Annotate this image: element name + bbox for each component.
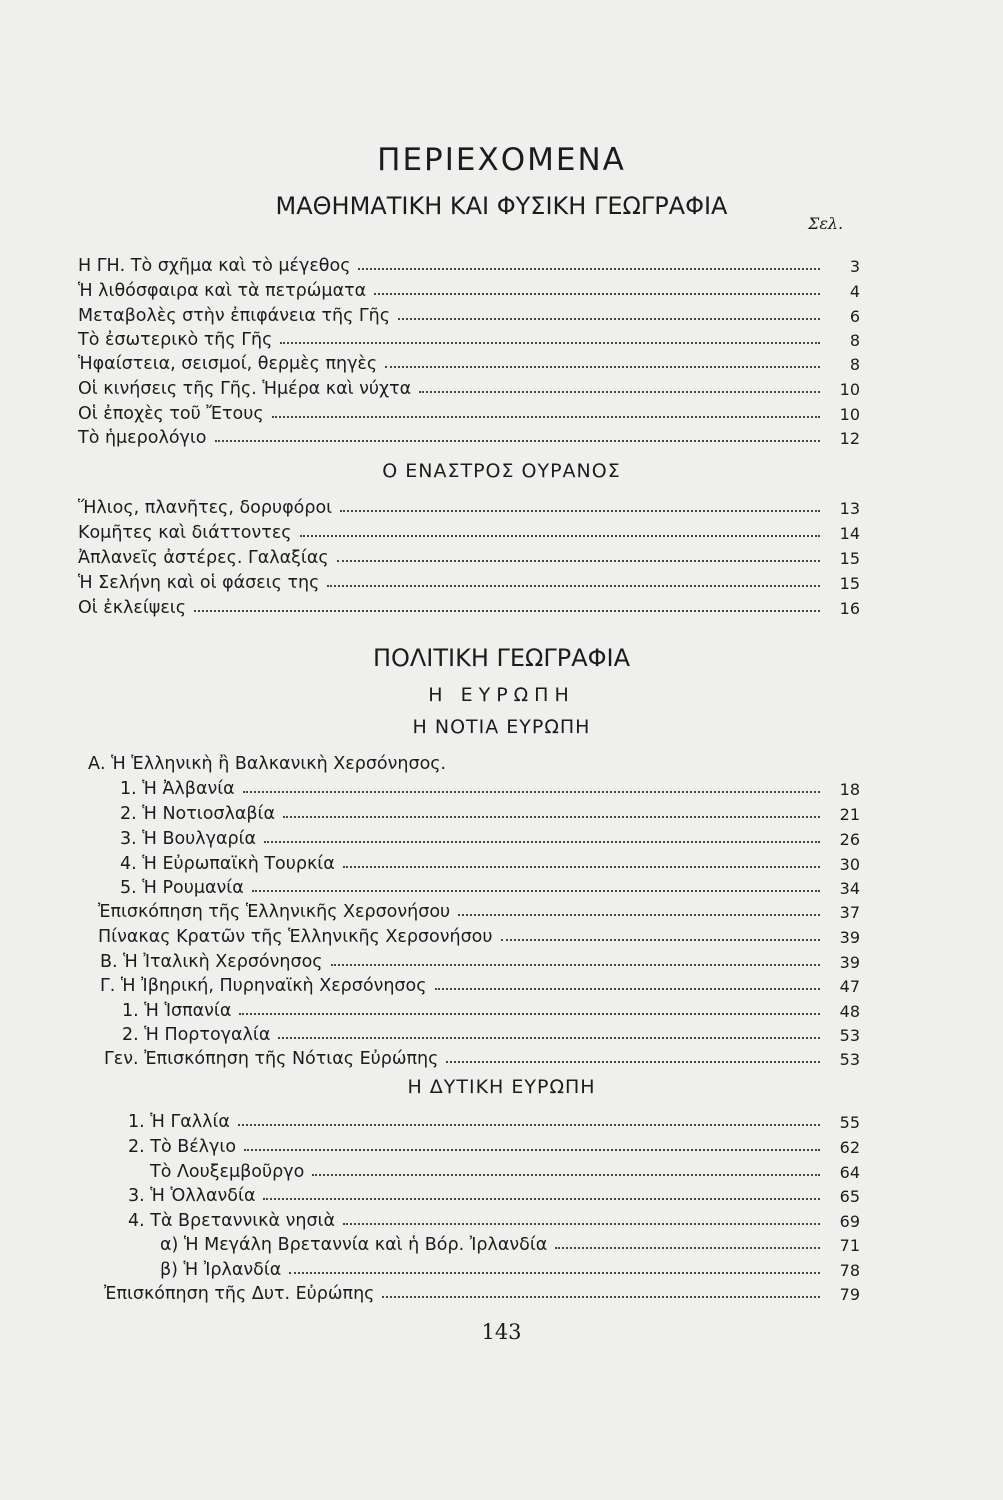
toc-entry: Μεταβολὲς στὴν ἐπιφάνεια τῆς Γῆς 6 (78, 306, 860, 326)
toc-entry: 3. Ἡ Βουλγαρία 26 (120, 829, 860, 849)
toc-entry: 1. Ἡ Ἱσπανία 48 (122, 1001, 860, 1021)
section-heading-math-physical: ΜΑΘΗΜΑΤΙΚΗ ΚΑΙ ΦΥΣΙΚΗ ΓΕΩΓΡΑΦΙΑ (275, 192, 728, 220)
toc-entry: Ἀπλανεῖς ἀστέρες. Γαλαξίας 15 (78, 548, 860, 568)
toc-entry: Ἐπισκόπηση τῆς Ἑλληνικῆς Χερσονήσου 37 (98, 902, 860, 922)
toc-entry: Ἡφαίστεια, σεισμοί, θερμὲς πηγὲς 8 (78, 354, 860, 374)
section-heading-south-europe: Η ΝΟΤΙΑ ΕΥΡΩΠΗ (412, 716, 591, 738)
toc-entry: Α. Ἡ Ἑλληνικὴ ἢ Βαλκανικὴ Χερσόνησος. (88, 754, 447, 774)
toc-entry: Τὸ Λουξεμβοῦργο 64 (150, 1162, 860, 1182)
toc-entry: 2. Ἡ Νοτιοσλαβία 21 (120, 804, 860, 824)
toc-entry: Ἡ λιθόσφαιρα καὶ τὰ πετρώματα 4 (78, 281, 860, 301)
section-heading-political: ΠΟΛΙΤΙΚΗ ΓΕΩΓΡΑΦΙΑ (372, 644, 631, 672)
toc-entry: Οἱ κινήσεις τῆς Γῆς. Ἡμέρα καὶ νύχτα 10 (78, 379, 860, 399)
section-heading-west-europe: Η ΔΥΤΙΚΗ ΕΥΡΩΠΗ (407, 1076, 596, 1098)
toc-entry: Τὸ ἡμερολόγιο 12 (78, 428, 860, 448)
toc-entry: Οἱ ἐποχὲς τοῦ Ἔτους 10 (78, 404, 860, 424)
toc-entry: 4. Τὰ Βρεταννικὰ νησιὰ 69 (128, 1211, 860, 1231)
toc-entry: 5. Ἡ Ρουμανία 34 (120, 878, 860, 898)
toc-entry: 3. Ἡ Ὁλλανδία 65 (128, 1186, 860, 1206)
toc-entry: Β. Ἡ Ἰταλικὴ Χερσόνησος 39 (100, 952, 860, 972)
toc-entry: Οἱ ἐκλείψεις 16 (78, 598, 860, 618)
page-title: ΠΕΡΙΕΧΟΜΕΝΑ (377, 142, 626, 178)
toc-entry: Πίνακας Κρατῶν τῆς Ἑλληνικῆς Χερσονήσου 39 (98, 927, 860, 947)
page-number: 143 (481, 1320, 522, 1344)
toc-entry: Ἡ Σελήνη καὶ οἱ φάσεις της 15 (78, 573, 860, 593)
toc-entry: 1. Ἡ Γαλλία 55 (128, 1112, 860, 1132)
section-heading-starry-sky: Ο ΕΝΑΣΤΡΟΣ ΟΥΡΑΝΟΣ (382, 460, 621, 482)
toc-entry: Ἥλιος, πλανῆτες, δορυφόροι 13 (78, 498, 860, 518)
toc-entry: 4. Ἡ Εὐρωπαϊκὴ Τουρκία 30 (120, 854, 860, 874)
toc-entry: Κομῆτες καὶ διάττοντες 14 (78, 523, 860, 543)
toc-entry: 2. Τὸ Βέλγιο 62 (128, 1137, 860, 1157)
toc-entry: 2. Ἡ Πορτογαλία 53 (122, 1025, 860, 1045)
toc-entry: Η ΓΗ. Τὸ σχῆμα καὶ τὸ μέγεθος 3 (78, 256, 860, 276)
toc-entry: Γ. Ἡ Ἰβηρική, Πυρηναϊκὴ Χερσόνησος 47 (100, 976, 860, 996)
page-column-label: Σελ. (808, 214, 844, 233)
toc-entry: Τὸ ἐσωτερικὸ τῆς Γῆς 8 (78, 330, 860, 350)
subheading-europe: Η ΕΥΡΩΠΗ (428, 684, 575, 706)
toc-entry: Ἐπισκόπηση τῆς Δυτ. Εὐρώπης 79 (104, 1284, 860, 1304)
toc-entry: β) Ἡ Ἰρλανδία 78 (160, 1260, 860, 1280)
toc-entry: 1. Ἡ Ἀλβανία 18 (120, 779, 860, 799)
toc-entry: α) Ἡ Μεγάλη Βρεταννία καὶ ἡ Βόρ. Ἰρλανδία 71 (160, 1235, 860, 1255)
toc-entry: Γεν. Ἐπισκόπηση τῆς Νότιας Εὐρώπης 53 (104, 1049, 860, 1069)
